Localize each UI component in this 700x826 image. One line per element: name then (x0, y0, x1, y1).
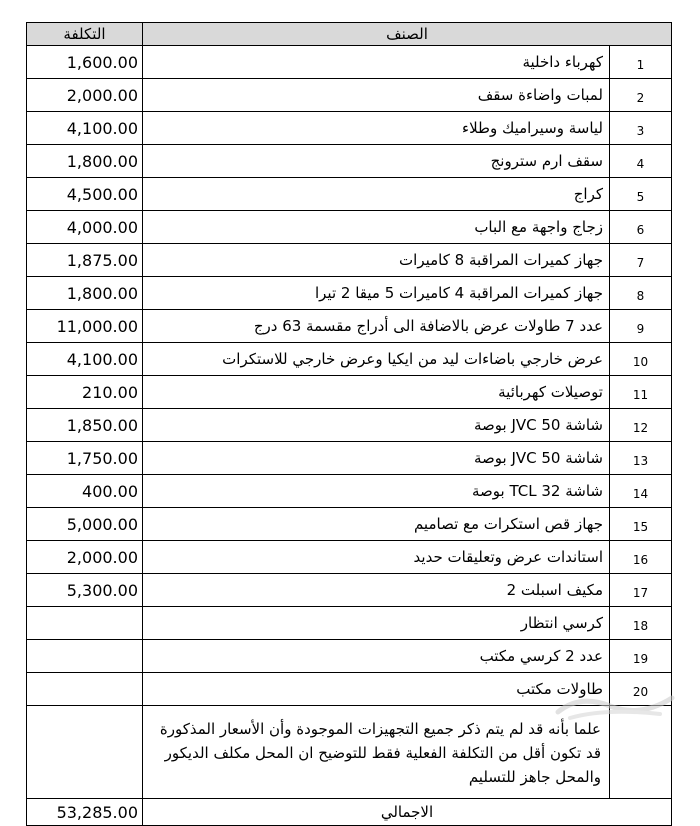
table-row (27, 508, 672, 541)
item-column-header: الصنف (143, 23, 672, 46)
table-row (27, 277, 672, 310)
row-item: عدد 2 كرسي مكتب (143, 640, 610, 673)
table-row (27, 640, 672, 673)
row-cost (27, 673, 143, 706)
row-number: 5 (610, 178, 672, 211)
row-number: 2 (610, 79, 672, 112)
row-cost: 5,000.00 (27, 508, 143, 541)
row-item: سقف ارم سترونج (143, 145, 610, 178)
row-cost: 1,850.00 (27, 409, 143, 442)
row-item: زجاج واجهة مع الباب (143, 211, 610, 244)
table-row (27, 409, 672, 442)
row-cost: 11,000.00 (27, 310, 143, 343)
row-cost: 210.00 (27, 376, 143, 409)
row-number: 9 (610, 310, 672, 343)
row-cost (27, 640, 143, 673)
table-row (27, 112, 672, 145)
row-item: كراج (143, 178, 610, 211)
row-number: 16 (610, 541, 672, 574)
table-row (27, 376, 672, 409)
row-item: شاشة JVC 50 بوصة (143, 409, 610, 442)
table-body (27, 46, 672, 706)
row-cost: 2,000.00 (27, 79, 143, 112)
row-number: 4 (610, 145, 672, 178)
table-row (27, 244, 672, 277)
table-row (27, 79, 672, 112)
row-number: 10 (610, 343, 672, 376)
row-item: جهاز كميرات المراقبة 8 كاميرات (143, 244, 610, 277)
row-number: 8 (610, 277, 672, 310)
row-item: شاشة JVC 50 بوصة (143, 442, 610, 475)
row-item: عرض خارجي باضاءات ليد من ايكيا وعرض خارجي للاستكرات (143, 343, 610, 376)
note-text: علما بأنه قد لم يتم ذكر جميع التجهيزات الموجودة وأن الأسعار المذكورة قد تكون أقل من التكلفة الفعلية فقط للتوضيح ان المحل مكلف الديكور والمحل جاهز للتسليم (143, 706, 610, 799)
row-cost: 400.00 (27, 475, 143, 508)
row-number: 15 (610, 508, 672, 541)
row-item: طاولات مكتب (143, 673, 610, 706)
table-row (27, 211, 672, 244)
table-row (27, 475, 672, 508)
row-number: 17 (610, 574, 672, 607)
row-number: 19 (610, 640, 672, 673)
row-number: 11 (610, 376, 672, 409)
row-item: كهرباء داخلية (143, 46, 610, 79)
table-row (27, 343, 672, 376)
row-cost: 1,750.00 (27, 442, 143, 475)
table-row (27, 574, 672, 607)
row-number: 18 (610, 607, 672, 640)
row-number: 1 (610, 46, 672, 79)
row-cost: 4,500.00 (27, 178, 143, 211)
total-label: الاجمالي (143, 799, 672, 826)
table-row (27, 607, 672, 640)
row-cost: 5,300.00 (27, 574, 143, 607)
row-cost: 1,875.00 (27, 244, 143, 277)
row-cost: 4,000.00 (27, 211, 143, 244)
row-cost: 2,000.00 (27, 541, 143, 574)
row-item: توصيلات كهربائية (143, 376, 610, 409)
total-value: 53,285.00 (27, 799, 143, 826)
table-row (27, 541, 672, 574)
table-row (27, 442, 672, 475)
table-row (27, 178, 672, 211)
row-item: لياسة وسيراميك وطلاء (143, 112, 610, 145)
row-cost: 4,100.00 (27, 343, 143, 376)
haraj-watermark-logo (550, 684, 680, 724)
row-item: شاشة TCL 32 بوصة (143, 475, 610, 508)
row-item: كرسي انتظار (143, 607, 610, 640)
row-number: 20 (610, 673, 672, 706)
row-number: 7 (610, 244, 672, 277)
total-row (27, 799, 672, 826)
row-item: جهاز قص استكرات مع تصاميم (143, 508, 610, 541)
row-number: 12 (610, 409, 672, 442)
row-item: لمبات واضاءة سقف (143, 79, 610, 112)
table-row (27, 46, 672, 79)
row-number: 6 (610, 211, 672, 244)
row-item: جهاز كميرات المراقبة 4 كاميرات 5 ميقا 2 تيرا (143, 277, 610, 310)
row-cost (27, 607, 143, 640)
row-cost: 4,100.00 (27, 112, 143, 145)
header-row (27, 23, 672, 46)
row-item: مكيف اسبلت 2 (143, 574, 610, 607)
row-cost: 1,800.00 (27, 277, 143, 310)
row-number: 3 (610, 112, 672, 145)
table-row (27, 145, 672, 178)
row-cost: 1,600.00 (27, 46, 143, 79)
cost-column-header: التكلفة (27, 23, 143, 46)
table-row (27, 310, 672, 343)
row-number: 13 (610, 442, 672, 475)
row-item: عدد 7 طاولات عرض بالاضافة الى أدراج مقسمة 63 درج (143, 310, 610, 343)
row-cost: 1,800.00 (27, 145, 143, 178)
row-item: استاندات عرض وتعليقات حديد (143, 541, 610, 574)
row-number: 14 (610, 475, 672, 508)
note-cost-cell (27, 706, 143, 799)
